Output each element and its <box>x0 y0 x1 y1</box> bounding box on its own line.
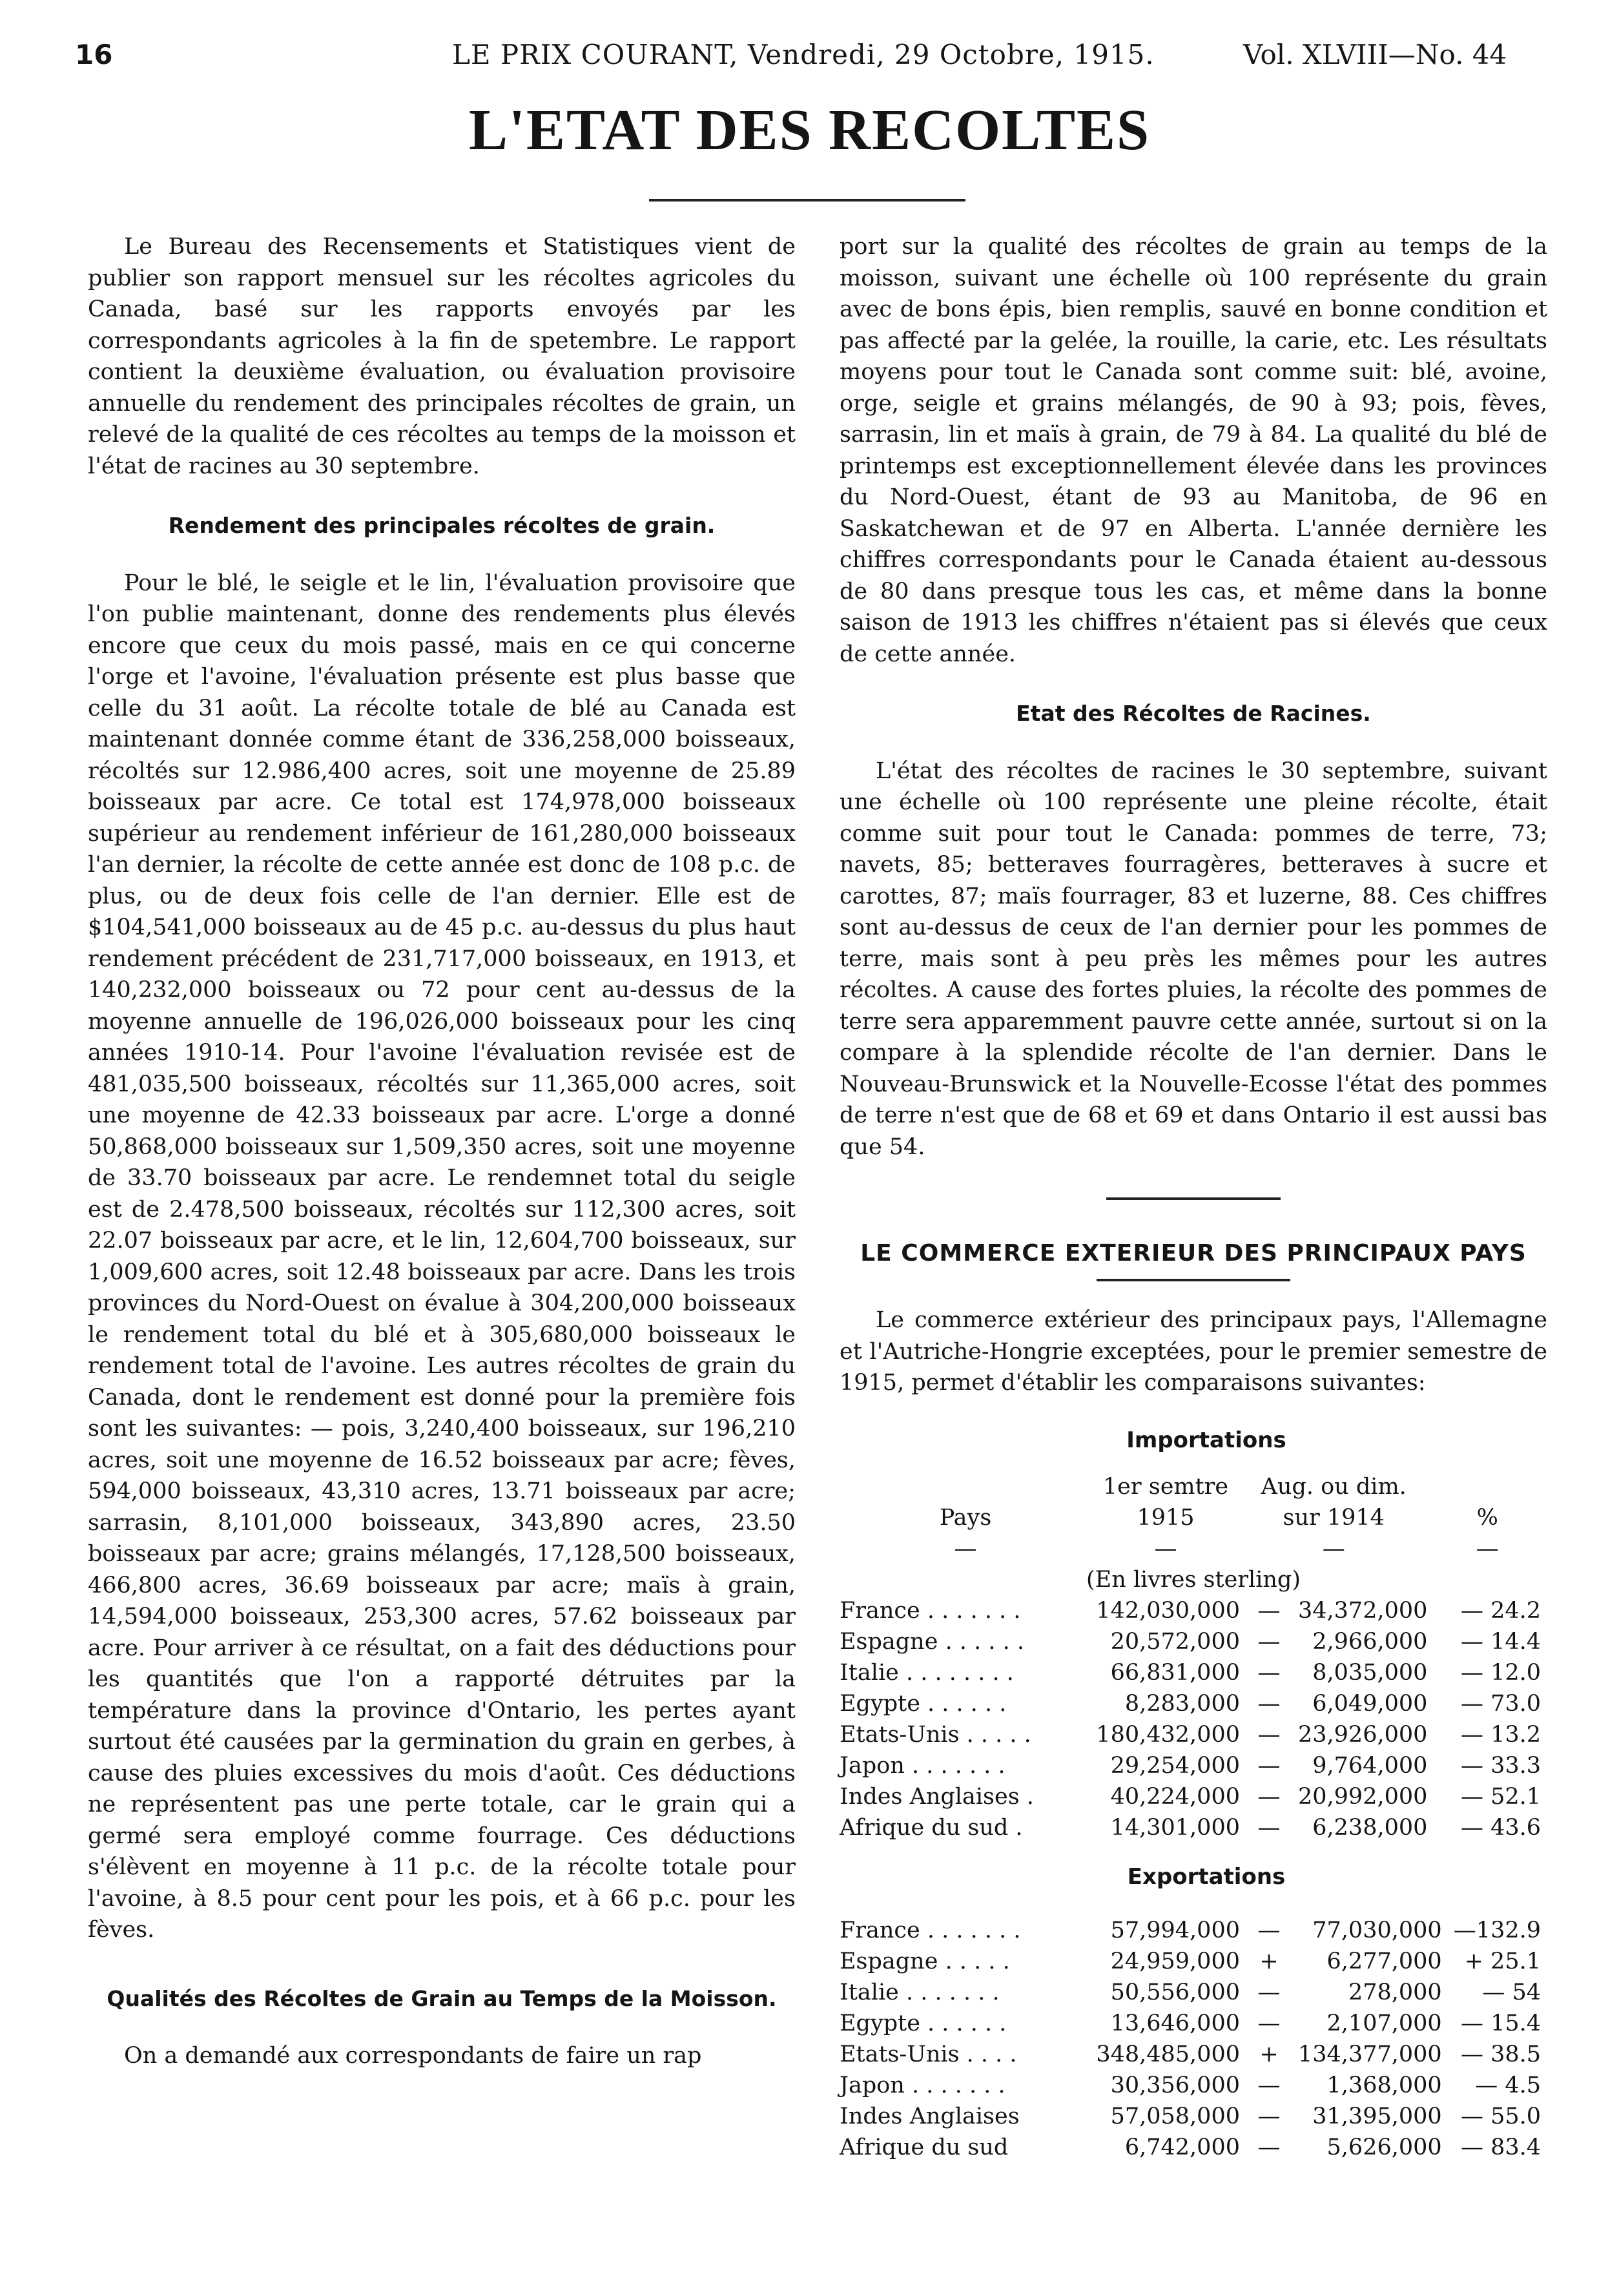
col-header-first-b: 1915 <box>1137 1505 1195 1531</box>
table-row <box>840 1946 1547 1977</box>
table-header-row <box>840 1471 1547 1502</box>
percent-cell: — 54 <box>1482 1979 1541 2005</box>
change-cell: 20,992,000 <box>1298 1784 1428 1810</box>
country-cell: Etats-Unis . . . . <box>840 2041 1017 2067</box>
percent-cell: — 38.5 <box>1460 2041 1541 2067</box>
racines-paragraph: L'état des récoltes de racines le 30 septembre, suivant une échelle où 100 représente une pleine récolte, était comme suit pour tout le Canada: pommes de terre, 73; navets, 85; betteraves fourragères, betteraves à sucre et carottes, 87; maïs fourrager, 83 et luzerne, 88. Ces chiffres sont au-dessus de ceux de l'an dernier pour les pommes de terre, mais sont à peu près les mêmes pour les autres récoltes. A cause des fortes pluies, la récolte des pommes de terre sera apparemment pauvre cette année, surtout si on la compare à la splendide récolte de l'an dernier. Dans le Nouveau-Brunswick et la Nouvelle-Ecosse l'état des pommes de terre n'est que de 68 et 69 et dans Ontario il est aussi bas que 54. <box>840 758 1547 1160</box>
change-cell: 6,277,000 <box>1326 1948 1442 1974</box>
country-cell: Japon . . . . . . . <box>840 1753 1005 1779</box>
change-cell: 5,626,000 <box>1326 2134 1442 2160</box>
country-cell: Indes Anglaises <box>840 2103 1020 2129</box>
percent-cell: — 24.2 <box>1460 1598 1541 1624</box>
table-row <box>840 1657 1547 1688</box>
value-1915-cell: 29,254,000 <box>1110 1753 1240 1779</box>
value-1915-cell: 40,224,000 <box>1110 1784 1240 1810</box>
col-header-aug-a: Aug. ou dim. <box>1261 1474 1407 1500</box>
percent-cell: + 25.1 <box>1464 1948 1541 1974</box>
exports-body <box>840 1915 1547 2163</box>
change-cell: 9,764,000 <box>1312 1753 1428 1779</box>
exports-heading: Exportations <box>1127 1864 1286 1890</box>
value-1915-cell: 8,283,000 <box>1124 1691 1240 1717</box>
sign-cell: + <box>1259 2041 1279 2067</box>
table-row <box>840 1977 1547 2008</box>
value-1915-cell: 348,485,000 <box>1096 2041 1240 2067</box>
percent-cell: — 4.5 <box>1475 2072 1541 2098</box>
value-1915-cell: 180,432,000 <box>1096 1722 1240 1748</box>
value-1915-cell: 50,556,000 <box>1110 1979 1240 2005</box>
table-row <box>840 2039 1547 2070</box>
sign-cell: — <box>1257 1722 1281 1748</box>
country-cell: Egypte . . . . . . <box>840 1691 1007 1717</box>
subheading-rendement: Rendement des principales récoltes de grain. <box>168 513 716 538</box>
value-1915-cell: 20,572,000 <box>1110 1629 1240 1655</box>
table-row <box>840 2008 1547 2039</box>
sign-cell: — <box>1257 1660 1281 1686</box>
change-cell: 31,395,000 <box>1312 2103 1442 2129</box>
percent-cell: — 14.4 <box>1460 1629 1541 1655</box>
sign-cell: — <box>1257 1691 1281 1717</box>
country-cell: Italie . . . . . . . <box>840 1979 1000 2005</box>
sign-cell: — <box>1257 1917 1281 1943</box>
country-cell: Japon . . . . . . . <box>840 2072 1005 2098</box>
table-row <box>840 1626 1547 1657</box>
percent-cell: — 12.0 <box>1460 1660 1541 1686</box>
table-row <box>840 2101 1547 2132</box>
change-cell: 1,368,000 <box>1326 2072 1442 2098</box>
country-cell: Etats-Unis . . . . . <box>840 1722 1031 1748</box>
col-header-first-a: 1er semtre <box>1102 1474 1229 1500</box>
table-row <box>840 2070 1547 2101</box>
qualites-paragraph: On a demandé aux correspondants de faire un rap <box>124 2043 702 2069</box>
table-row <box>840 1915 1547 1946</box>
percent-cell: — 15.4 <box>1460 2010 1541 2036</box>
imports-heading: Importations <box>1126 1427 1286 1453</box>
sign-cell: — <box>1257 1815 1281 1841</box>
sign-cell: — <box>1257 2010 1281 2036</box>
percent-cell: — 55.0 <box>1460 2103 1541 2129</box>
page-number: 16 <box>75 39 113 70</box>
subheading-qualites: Qualités des Récoltes de Grain au Temps de la Moisson. <box>107 1985 777 2011</box>
volume-number: Vol. XLVIII—No. 44 <box>1243 39 1507 70</box>
table-row <box>840 1595 1547 1626</box>
percent-cell: —132.9 <box>1453 1917 1541 1943</box>
change-cell: 77,030,000 <box>1312 1917 1442 1943</box>
table-row <box>840 2132 1547 2163</box>
percent-cell: — 83.4 <box>1460 2134 1541 2160</box>
rendement-paragraph: Pour le blé, le seigle et le lin, l'évaluation provisoire que l'on publie maintenant, donne des rendements plus élevés encore que ceux du mois passé, mais en ce qui concerne l'orge et l'avoine, l'évaluation présente est plus basse que celle du 31 août. La récolte totale de blé au Canada est maintenant donnée comme étant de 336,258,000 boisseaux, récoltés sur 12.986,400 acres, soit une moyenne de 25.89 boisseaux par acre. Ce total est 174,978,000 boisseaux supérieur au rendement inférieur de 161,280,000 boisseaux l'an dernier, la récolte de cette année est donc de 108 p.c. de plus, ou de deux fois celle de l'an dernier. Elle est de $104,541,000 boisseaux au de 45 p.c. au-dessus du plus haut rendement précédent de 231,717,000 boisseaux, en 1913, et 140,232,000 boisseaux ou 72 pour cent au-dessus de la moyenne annuelle de 196,026,000 boisseaux pour les cinq années 1910-14. Pour l'avoine l'évaluation revisée est de 481,035,500 boisseaux, récoltés sur 11,365,000 acres, soit une moyenne de 42.33 boisseaux par acre. L'orge a donné 50,868,000 boisseaux sur 1,509,350 acres, soit une moyenne de 33.70 boisseaux par acre. Le rendemnet total du seigle est de 2.478,500 boisseaux, récoltés sur 112,300 acres, soit 22.07 boisseaux par acre, et le lin, 12,604,700 boisseaux, sur 1,009,600 acres, soit 12.48 boisseaux par acre. Dans les trois provinces du Nord-Ouest on évalue à 304,200,000 boisseaux le rendement total du blé et à 305,680,000 boisseaux le rendement total de l'avoine. Les autres récoltes de grain du Canada, dont le rendement est donné pour la première fois sont les suivantes: — pois, 3,240,400 boisseaux, sur 196,210 acres, soit une moyenne de 16.52 boisseaux par acre; fèves, 594,000 boisseaux, 43,310 acres, 13.71 boisseaux par acre; sarrasin, 8,101,000 boisseaux, 343,890 acres, 23.50 boisseaux par acre; grains mélangés, 17,128,500 boisseaux, 466,800 acres, 36.69 boisseaux par acre; maïs à grain, 14,594,000 boisseaux, 253,300 acres, 57.62 boisseaux par acre. Pour arriver à ce résultat, on a fait des déductions pour les quantités que l'on a rapporté détruites par la température dans la province d'Ontario, les pertes ayant surtout été causées par la germination du grain en gerbes, à cause des pluies excessives du mois d'août. Ces déductions ne représentent pas une perte totale, car le grain qui a germé sera employé comme fourrage. Ces déductions s'élèvent en moyenne à 11 p.c. de la récolte totale pour l'avoine, à 8.5 pour cent pour les pois, et à 66 p.c. pour les fèves. <box>88 570 796 1943</box>
change-cell: 2,966,000 <box>1312 1629 1428 1655</box>
percent-cell: — 33.3 <box>1460 1753 1541 1779</box>
sign-cell: — <box>1257 1979 1281 2005</box>
right-column <box>840 231 1547 2163</box>
country-cell: Egypte . . . . . . <box>840 2010 1007 2036</box>
dash-row: — — — — <box>954 1536 1499 1562</box>
change-cell: 6,238,000 <box>1312 1815 1428 1841</box>
qualites-continued-paragraph: port sur la qualité des récoltes de grain au temps de la moisson, suivant une échelle où 100 représente du grain avec de bons épis, bien remplis, sauvé en bonne condition et pas affecté par la gelée, la rouille, la carie, etc. Les résultats moyens pour tout le Canada sont comme suit: blé, avoine, orge, seigle et grains mélangés, de 90 à 93; pois, fèves, sarrasin, lin et maïs à grain, de 79 à 84. La qualité du blé de printemps est exceptionnellement élevée dans les provinces du Nord-Ouest, étant de 93 au Manitoba, de 96 en Saskatchewan et de 97 en Alberta. L'année dernière les chiffres correspondants pour le Canada étaient au-dessous de 80 dans presque tous les cas, et même dans la bonne saison de 1913 les chiffres n'étaient pas si élevés que ceux de cette année. <box>840 234 1547 667</box>
left-column <box>88 231 796 2072</box>
sign-cell: — <box>1257 2134 1281 2160</box>
country-cell: Afrique du sud <box>840 2134 1009 2160</box>
exports-table <box>840 1915 1547 2163</box>
sign-cell: + <box>1259 1948 1279 1974</box>
value-1915-cell: 66,831,000 <box>1110 1660 1240 1686</box>
value-1915-cell: 57,058,000 <box>1110 2103 1240 2129</box>
imports-table <box>840 1471 1547 1843</box>
country-cell: Espagne . . . . . . <box>840 1629 1024 1655</box>
journal-title: LE PRIX COURANT, Vendredi, 29 Octobre, 1915. <box>452 39 1155 70</box>
title-rule <box>649 199 965 202</box>
col-header-pct: % <box>1476 1505 1498 1531</box>
change-cell: 8,035,000 <box>1312 1660 1428 1686</box>
sign-cell: — <box>1257 1629 1281 1655</box>
col-header-aug-b: sur 1914 <box>1283 1505 1385 1531</box>
value-1915-cell: 24,959,000 <box>1110 1948 1240 1974</box>
value-1915-cell: 57,994,000 <box>1110 1917 1240 1943</box>
change-cell: 34,372,000 <box>1298 1598 1428 1624</box>
subheading-commerce: LE COMMERCE EXTERIEUR DES PRINCIPAUX PAYS <box>860 1240 1527 1267</box>
imports-body <box>840 1595 1547 1843</box>
table-row <box>840 1812 1547 1843</box>
commerce-paragraph: Le commerce extérieur des principaux pays, l'Allemagne et l'Autriche-Hongrie exceptées, pour le premier semestre de 1915, permet d'établir les comparaisons suivantes: <box>840 1307 1547 1396</box>
value-1915-cell: 6,742,000 <box>1124 2134 1240 2160</box>
col-header-pays: Pays <box>939 1505 992 1531</box>
table-row <box>840 1688 1547 1719</box>
table-row <box>840 1719 1547 1750</box>
intro-paragraph: Le Bureau des Recensements et Statistiques vient de publier son rapport mensuel sur les récoltes agricoles du Canada, basé sur les rapports envoyés par les correspondants agricoles à la fin de spetembre. Le rapport contient la deuxième évaluation, ou évaluation provisoire annuelle du rendement des principales récoltes de grain, un relevé de la qualité de ces récoltes au temps de la moisson et l'état de racines au 30 septembre. <box>88 234 796 479</box>
country-cell: Afrique du sud . <box>840 1815 1023 1841</box>
table-row <box>840 1781 1547 1812</box>
table-header-row <box>840 1502 1547 1533</box>
value-1915-cell: 142,030,000 <box>1096 1598 1240 1624</box>
value-1915-cell: 13,646,000 <box>1110 2010 1240 2036</box>
country-cell: Espagne . . . . . <box>840 1948 1010 1974</box>
percent-cell: — 73.0 <box>1460 1691 1541 1717</box>
percent-cell: — 13.2 <box>1460 1722 1541 1748</box>
sign-cell: — <box>1257 1784 1281 1810</box>
sign-cell: — <box>1257 2072 1281 2098</box>
sign-cell: — <box>1257 2103 1281 2129</box>
country-cell: France . . . . . . . <box>840 1598 1021 1624</box>
units-label: (En livres sterling) <box>1086 1567 1301 1593</box>
value-1915-cell: 14,301,000 <box>1110 1815 1240 1841</box>
article-title: L'ETAT DES RECOLTES <box>468 98 1151 162</box>
change-cell: 134,377,000 <box>1298 2041 1442 2067</box>
sign-cell: — <box>1257 1598 1281 1624</box>
commerce-rule <box>1097 1279 1290 1281</box>
country-cell: Italie . . . . . . . . <box>840 1660 1014 1686</box>
change-cell: 23,926,000 <box>1298 1722 1428 1748</box>
sign-cell: — <box>1257 1753 1281 1779</box>
change-cell: 278,000 <box>1348 1979 1442 2005</box>
country-cell: Indes Anglaises . <box>840 1784 1034 1810</box>
change-cell: 2,107,000 <box>1326 2010 1442 2036</box>
subheading-racines: Etat des Récoltes de Racines. <box>1016 701 1371 726</box>
country-cell: France . . . . . . . <box>840 1917 1021 1943</box>
percent-cell: — 52.1 <box>1460 1784 1541 1810</box>
percent-cell: — 43.6 <box>1460 1815 1541 1841</box>
change-cell: 6,049,000 <box>1312 1691 1428 1717</box>
value-1915-cell: 30,356,000 <box>1110 2072 1240 2098</box>
units-row <box>840 1564 1547 1595</box>
section-rule <box>1106 1197 1281 1200</box>
table-row <box>840 1750 1547 1781</box>
